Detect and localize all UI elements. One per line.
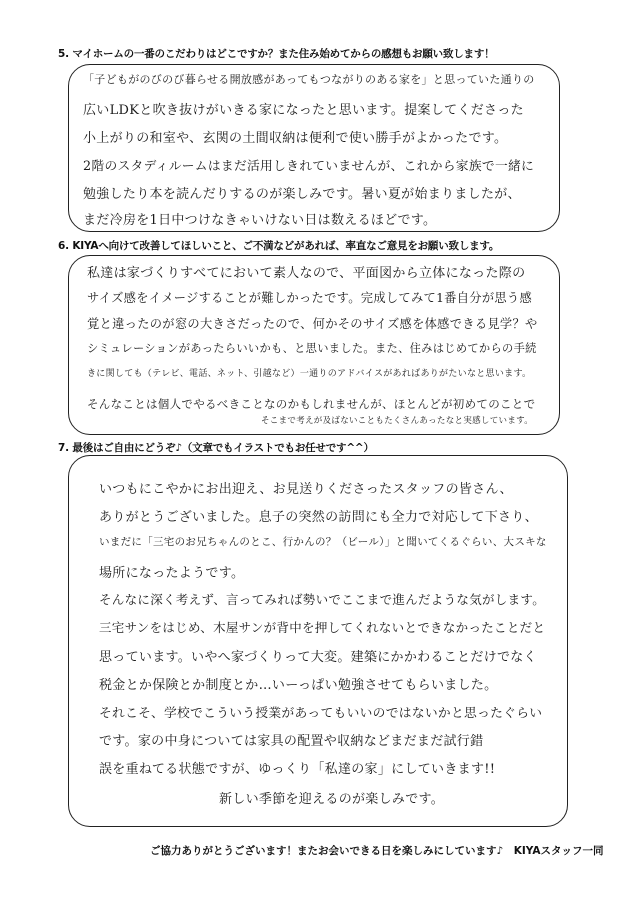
answer-6-line: 覚と違ったのが窓の大きさだったので、何かそのサイズ感を体感できる見学？や [87, 317, 538, 331]
answer-5-line: 2階のスタディルームはまだ活用しきれていませんが、これから家族で一緒に [83, 159, 535, 174]
answer-5-line: 小上がりの和室や、玄関の土間収納は便利で使い勝手がよかったです。 [83, 131, 508, 146]
answer-7-line: いまだに「三宅のお兄ちゃんのとこ、行かんの？（ビール）」と聞いてくるぐらい、大スキな [99, 536, 547, 548]
answer-7-line: ありがとうございました。息子の突然の訪問にも全力で対応して下さり、 [99, 510, 538, 525]
question-6-label: 6. KIYAへ向けて改善してほしいこと、ご不満などがあれば、率直なご意見をお願い致します。 [58, 240, 500, 252]
answer-7-line: 思っています。いやへ家づくりって大変。建築にかかわることだけでなく [99, 650, 537, 665]
answer-7-line: そんなに深く考えず、言ってみれば勢いでここまで進んだような気がします。 [99, 592, 546, 607]
answer-7-line: 誤を重ねてる状態ですが、ゆっくり「私達の家」にしていきます!! [99, 762, 496, 777]
answer-7-line: それこそ、学校でこういう授業があってもいいのではないかと思ったぐらい [99, 706, 543, 721]
answer-7-line: 三宅サンをはじめ、木屋サンが背中を押してくれないとできなかったことだと [99, 620, 546, 635]
answer-6-line: そこまで考えが及ばないこともたくさんあったなと実感しています。 [261, 416, 534, 426]
answer-5-line: まだ冷房を1日中つけなきゃいけない日は数えるほどです。 [83, 213, 437, 228]
answer-5-line: 勉強したり本を読んだりするのが楽しみです。暑い夏が始まりましたが、 [83, 187, 521, 202]
answer-7-line: いつもにこやかにお出迎え、お見送りくださったスタッフの皆さん、 [99, 482, 513, 497]
answer-5-box [68, 64, 560, 232]
answer-6-line: 私達は家づくりすべてにおいて素人なので、平面図から立体になった際の [87, 266, 526, 281]
answer-7-box [68, 455, 568, 827]
answer-7-line: 新しい季節を迎えるのが楽しみです。 [219, 792, 445, 807]
answer-7-line: 税金とか保険とか制度とか…いーっぱい勉強させてもらいました。 [99, 678, 498, 693]
answer-7-line: 場所になったようです。 [99, 566, 245, 581]
answer-6-line: きに関しても（テレビ、電話、ネット、引越など）一通りのアドバイスがあればありがたいなと思います。 [87, 369, 532, 379]
answer-6-line: サイズ感をイメージすることが難しかったです。完成してみて1番自分が思う感 [87, 291, 533, 305]
question-7-label: 7. 最後はご自由にどうぞ♪（文章でもイラストでもお任せです^^） [58, 442, 374, 454]
answer-6-line: シミュレーションがあったらいいかも、と思いました。また、住みはじめてからの手続 [87, 342, 537, 355]
answer-6-box [68, 255, 560, 435]
question-5-label: 5. マイホームの一番のこだわりはどこですか？また住み始めてからの感想もお願い致します！ [58, 48, 495, 60]
answer-6-line: そんなことは個人でやるべきことなのかもしれませんが、ほとんどが初めてのことで [87, 397, 536, 411]
answer-5-line: 「子どもがのびのび暮らせる開放感があってもつながりのある家を」と思っていた通りの [83, 73, 535, 86]
footer-thanks: ご協力ありがとうございます！またお会いできる日を楽しみにしています♪ KIYAスタッフ一同 [150, 845, 604, 857]
answer-7-line: です。家の中身については家具の配置や収納などまだまだ試行錯 [99, 734, 484, 749]
answer-5-line: 広いLDKと吹き抜けがいきる家になったと思います。提案してくださった [83, 103, 524, 118]
